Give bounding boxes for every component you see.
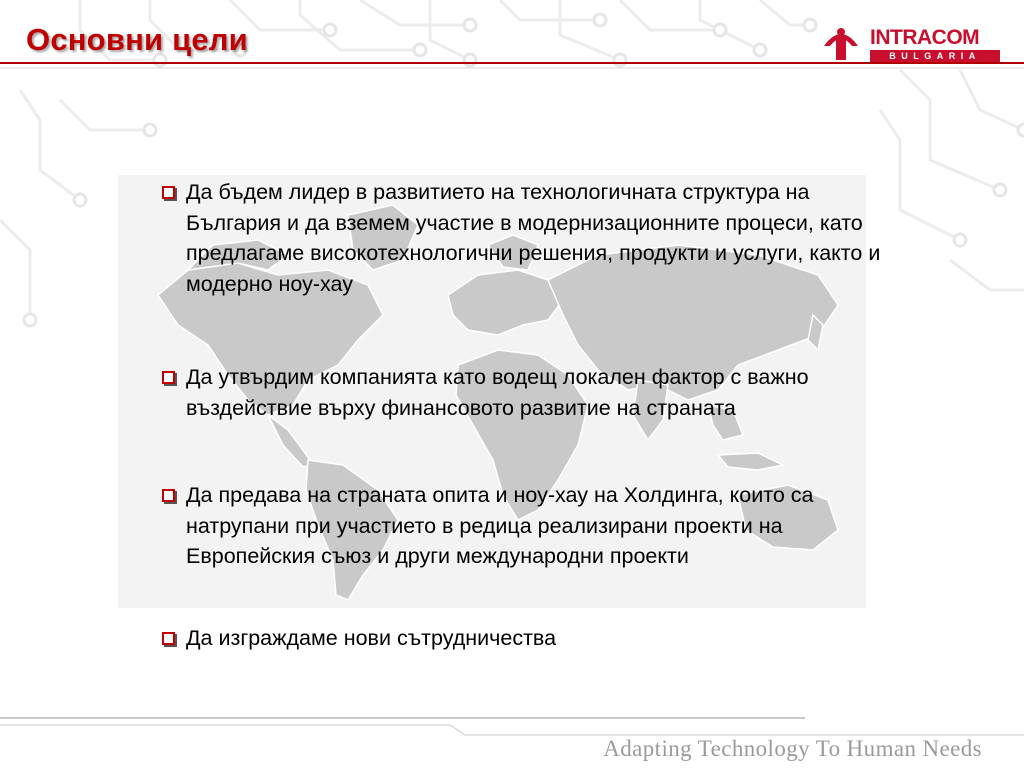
bullet-text: Да утвърдим компанията като водещ локален фактор с важно въздействие върху финансовото развитие на страната (186, 365, 809, 420)
checkbox-bullet-icon (162, 371, 175, 384)
logo-subtitle: BULGARIA (870, 50, 1000, 63)
bullet-text: Да предава на страната опита и ноу-хау на Холдинга, които са натрупани при участието в редица реализирани проекти на Европейския съюз и други международни проекти (186, 483, 814, 568)
checkbox-bullet-icon (162, 489, 175, 502)
checkbox-bullet-icon (162, 632, 175, 645)
checkbox-bullet-icon (162, 186, 175, 199)
bullet-item (160, 177, 910, 299)
logo-wordmark: INTRACOM (870, 26, 980, 49)
top-divider (0, 60, 1024, 72)
slide-title: Основни цели (26, 22, 248, 57)
bullet-text: Да изграждаме нови сътрудничества (186, 626, 557, 650)
bullet-item (160, 480, 910, 572)
intracom-logo-icon (820, 24, 862, 64)
tagline: Adapting Technology To Human Needs (603, 736, 982, 761)
bullet-text: Да бъдем лидер в развитието на технологичната структура на България и да вземем участие в модернизационните процеси, като предлагаме високотехнологични решения, продукти и услуги, както и модерно ноу-хау (186, 180, 881, 296)
bullet-item (160, 623, 556, 654)
bullet-item (160, 362, 910, 423)
